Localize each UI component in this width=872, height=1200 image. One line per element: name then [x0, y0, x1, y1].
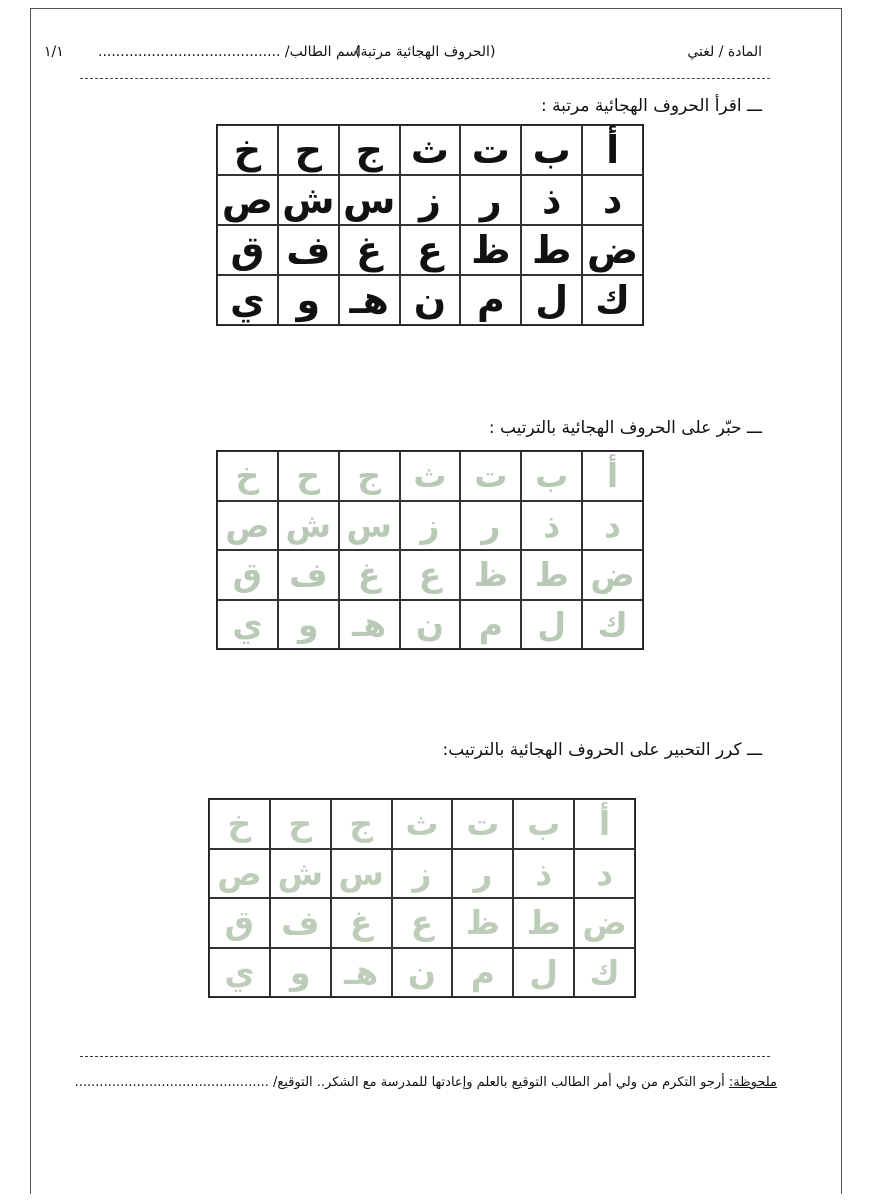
letter-cell: خ [217, 451, 278, 501]
section-3-title: ـــ كرر التحبير على الحروف الهجائية بالترتيب: [442, 740, 762, 760]
letter-cell: ر [460, 501, 521, 551]
letter-cell: ت [452, 799, 513, 849]
letter-cell: ث [392, 799, 453, 849]
letter-cell: ج [339, 125, 400, 175]
letter-cell: ق [209, 898, 270, 948]
letter-cell: ر [460, 175, 521, 225]
letter-cell: ز [392, 849, 453, 899]
letter-cell: ص [209, 849, 270, 899]
letters-trace-grid [216, 450, 644, 650]
letter-cell: ك [574, 948, 635, 998]
letter-cell: ح [278, 125, 339, 175]
footer-divider [80, 1056, 770, 1057]
letter-cell: م [460, 600, 521, 650]
letter-cell: ع [400, 225, 461, 275]
letter-cell: ذ [513, 849, 574, 899]
letter-cell: ن [400, 600, 461, 650]
letter-cell: ب [521, 125, 582, 175]
letter-cell: د [574, 849, 635, 899]
subject-label: المادة / لغتي [687, 44, 762, 60]
letter-cell: أ [582, 451, 643, 501]
letter-cell: ض [582, 225, 643, 275]
letter-cell: ت [460, 451, 521, 501]
section-2-title: ـــ حبّر على الحروف الهجائية بالترتيب : [488, 418, 762, 438]
letter-cell: ق [217, 550, 278, 600]
letter-cell: ج [339, 451, 400, 501]
letter-cell: ذ [521, 175, 582, 225]
note-text: أرجو التكرم من ولي أمر الطالب التوقيع بالعلم وإعادتها للمدرسة مع الشكر.. التوقيع/ ............................................... [74, 1075, 729, 1090]
letter-cell: غ [339, 550, 400, 600]
section-1-title: ـــ اقرأ الحروف الهجائية مرتبة : [540, 96, 762, 116]
letter-cell: غ [339, 225, 400, 275]
letter-cell: ن [392, 948, 453, 998]
letter-cell: ش [278, 175, 339, 225]
letter-cell: هـ [331, 948, 392, 998]
letter-cell: ظ [452, 898, 513, 948]
letter-cell: ص [217, 175, 278, 225]
letter-cell: ي [217, 275, 278, 325]
letter-cell: هـ [339, 600, 400, 650]
letter-cell: خ [217, 125, 278, 175]
letter-cell: ب [513, 799, 574, 849]
letters-repeat-trace-grid [208, 798, 636, 998]
letter-cell: ق [217, 225, 278, 275]
letter-cell: ج [331, 799, 392, 849]
letter-cell: ح [270, 799, 331, 849]
letter-cell: ن [400, 275, 461, 325]
letter-cell: ع [392, 898, 453, 948]
page-number: ١/١ [44, 44, 64, 60]
letter-cell: أ [582, 125, 643, 175]
letter-cell: ط [521, 550, 582, 600]
letter-cell: ز [400, 175, 461, 225]
letter-cell: ل [521, 600, 582, 650]
letter-cell: د [582, 175, 643, 225]
letter-cell: ش [278, 501, 339, 551]
letter-cell: ع [400, 550, 461, 600]
letter-cell: ش [270, 849, 331, 899]
letter-cell: ث [400, 125, 461, 175]
letter-cell: ف [278, 550, 339, 600]
letter-cell: أ [574, 799, 635, 849]
letter-cell: ض [574, 898, 635, 948]
letter-cell: د [582, 501, 643, 551]
letter-cell: غ [331, 898, 392, 948]
letter-cell: هـ [339, 275, 400, 325]
letters-read-grid [216, 124, 644, 326]
letter-cell: م [460, 275, 521, 325]
letter-cell: س [331, 849, 392, 899]
header-divider [80, 78, 770, 79]
letter-cell: ز [400, 501, 461, 551]
note-label: ملحوظة: [728, 1075, 777, 1090]
letter-cell: ت [460, 125, 521, 175]
letter-cell: و [278, 600, 339, 650]
letter-cell: و [270, 948, 331, 998]
letter-cell: ك [582, 275, 643, 325]
worksheet-title: (الحروف الهجائية مرتبة) [355, 44, 496, 60]
letter-cell: ك [582, 600, 643, 650]
letter-cell: ي [209, 948, 270, 998]
letter-cell: م [452, 948, 513, 998]
letter-cell: ي [217, 600, 278, 650]
letter-cell: ب [521, 451, 582, 501]
letter-cell: ظ [460, 225, 521, 275]
letter-cell: س [339, 501, 400, 551]
letter-cell: ط [521, 225, 582, 275]
letter-cell: خ [209, 799, 270, 849]
letter-cell: ص [217, 501, 278, 551]
letter-cell: ل [513, 948, 574, 998]
letter-cell: ث [400, 451, 461, 501]
letter-cell: و [278, 275, 339, 325]
letter-cell: ض [582, 550, 643, 600]
letter-cell: ف [270, 898, 331, 948]
letter-cell: ظ [460, 550, 521, 600]
letter-cell: ح [278, 451, 339, 501]
letter-cell: ذ [521, 501, 582, 551]
letter-cell: س [339, 175, 400, 225]
letter-cell: ل [521, 275, 582, 325]
letter-cell: ف [278, 225, 339, 275]
letter-cell: ر [452, 849, 513, 899]
letter-cell: ط [513, 898, 574, 948]
parent-note [75, 1075, 777, 1090]
student-name-field: اسم الطالب/ ......................................... [98, 44, 361, 60]
